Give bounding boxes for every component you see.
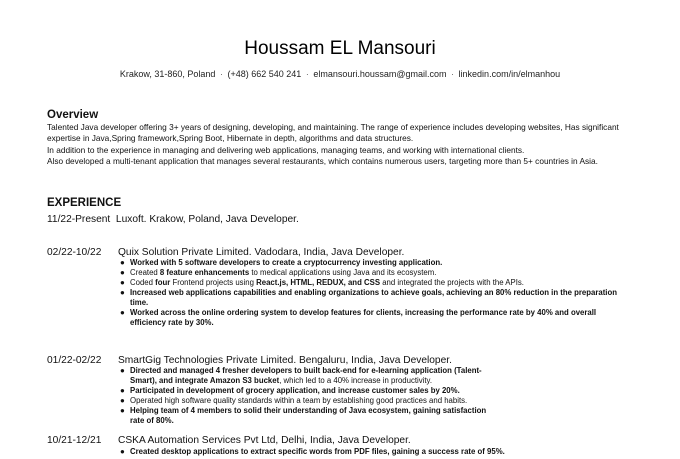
- bullet-text: Created desktop applications to extract specific words from PDF files, gaining a success rate of 95%.: [130, 447, 505, 456]
- bullet-text: , which led to a 40% increase in productivity.: [279, 376, 433, 385]
- bullet-icon: ●: [120, 278, 125, 287]
- job-title: Luxoft. Krakow, Poland, Java Developer.: [115, 214, 299, 225]
- job-date: 01/22-02/22: [47, 355, 102, 366]
- experience-heading: EXPERIENCE: [47, 197, 122, 209]
- job-bullet-item: [118, 396, 488, 406]
- bullet-text: React.js, HTML, REDUX, and CSS: [256, 278, 381, 287]
- bullet-text: Frontend projects using: [170, 278, 257, 287]
- job-date: 10/21-12/21: [47, 435, 102, 446]
- overview-text: [47, 122, 627, 167]
- job-bullets: [118, 366, 488, 426]
- job-bullet-item: [118, 268, 628, 278]
- linkedin-link[interactable]: linkedin.com/in/elmanhou: [458, 69, 561, 79]
- bullet-text: four: [155, 278, 171, 287]
- job-bullet-item: [118, 386, 488, 396]
- overview-paragraph: In addition to the experience in managing and delivering web applications, managing teams, and working with international clients.: [47, 144, 525, 155]
- bullet-text: Worked with 5 software developers to create a cryptocurrency investing application.: [130, 258, 443, 267]
- job-header: [47, 435, 411, 447]
- job-date: 02/22-10/22: [47, 247, 102, 258]
- overview-paragraph: Talented Java developer offering 3+ years of designing, developing, and maintaining. The range of experience includes developing websites, Has significant expertise in Java,Spring framework,Spring Boot, Hibernate in depth, algorithms and data structures.: [47, 122, 619, 144]
- job-bullets: [118, 258, 628, 328]
- phone: (+48) 662 540 241: [227, 69, 302, 79]
- location: Krakow, 31-860, Poland: [119, 69, 216, 79]
- bullet-text: Operated high software quality standards within a team by establishing good practices and habits.: [130, 396, 468, 405]
- job-header: [47, 214, 299, 226]
- bullet-text: to medical applications using Java and its ecosystem.: [249, 268, 437, 277]
- email-link[interactable]: elmansouri.houssam@gmail.com: [313, 69, 447, 79]
- job-date: 11/22-Present: [47, 214, 111, 225]
- job-bullet-item: [118, 366, 488, 386]
- separator: ·: [219, 69, 223, 79]
- bullet-icon: ●: [120, 258, 125, 267]
- bullet-icon: ●: [120, 406, 125, 415]
- separator: ·: [305, 69, 309, 79]
- separator: ·: [451, 69, 455, 79]
- bullet-icon: ●: [120, 308, 125, 317]
- bullet-text: Coded: [130, 278, 156, 287]
- overview-heading: Overview: [47, 109, 99, 121]
- contact-line: [0, 69, 680, 80]
- job-bullet-item: [118, 278, 628, 288]
- bullet-icon: ●: [120, 268, 125, 277]
- bullet-icon: ●: [120, 386, 125, 395]
- bullet-text: Created: [130, 268, 160, 277]
- bullet-text: Helping team of 4 members to solid their understanding of Java ecosystem, gaining satisfaction rate of 80%.: [130, 406, 487, 425]
- job-bullet-item: [118, 258, 628, 268]
- bullet-text: Increased web applications capabilities and enabling organizations to achieve goals, achieving an 80% reduction in the preparation time.: [130, 288, 617, 307]
- job-bullet-item: [118, 288, 628, 308]
- bullet-icon: ●: [120, 366, 125, 375]
- resume-name: Houssam EL Mansouri: [244, 38, 436, 59]
- job-title: Quix Solution Private Limited. Vadodara, India, Java Developer.: [118, 247, 405, 258]
- bullet-text: 8 feature enhancements: [159, 268, 250, 277]
- job-bullet-item: [118, 406, 488, 426]
- bullet-icon: ●: [120, 288, 125, 297]
- bullet-text: Worked across the online ordering system to develop features for clients, increasing the performance rate by 40% and overall efficiency rate by 30%.: [130, 308, 597, 327]
- bullet-icon: ●: [120, 447, 125, 456]
- bullet-icon: ●: [120, 396, 125, 405]
- bullet-text: Directed and managed 4 fresher developers to built back-end for e-learning application (Talent-Smart), and integrate Amazon S3 bucket: [130, 366, 482, 385]
- job-title: SmartGig Technologies Private Limited. Bengaluru, India, Java Developer.: [118, 355, 452, 366]
- job-title: CSKA Automation Services Pvt Ltd, Delhi, India, Java Developer.: [118, 435, 411, 446]
- bullet-text: and integrated the projects with the APIs.: [380, 278, 524, 287]
- job-bullets: [118, 447, 628, 457]
- job-bullet-item: [118, 447, 628, 457]
- overview-paragraph: Also developed a multi-tenant application that manages several restaurants, which contains numerous users, targeting more than 5+ countries in Asia.: [47, 155, 598, 166]
- job-bullet-item: [118, 308, 628, 328]
- bullet-text: Participated in development of grocery application, and increase customer sales by 20%.: [130, 386, 460, 395]
